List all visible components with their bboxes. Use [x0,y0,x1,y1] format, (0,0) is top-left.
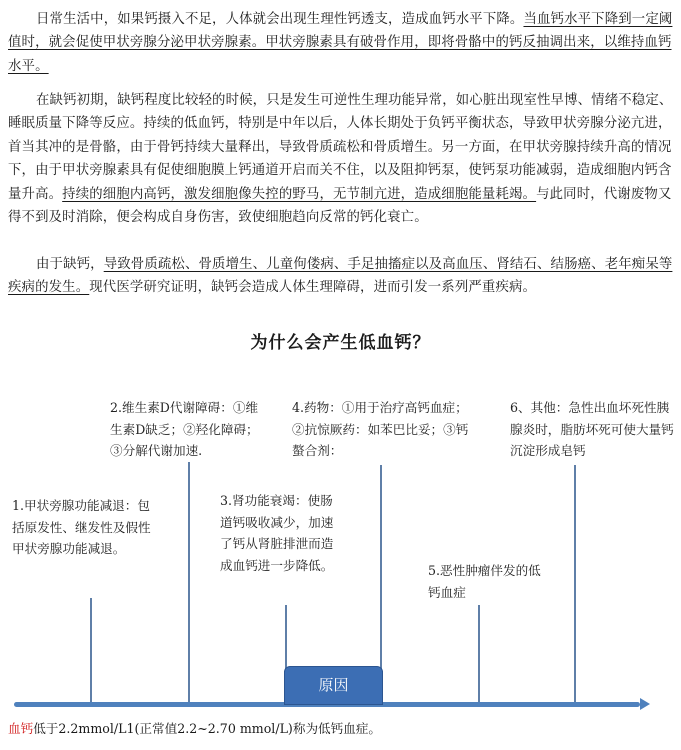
cause-5-line [478,605,480,704]
cause-3-label: 3.肾功能衰竭：使肠道钙吸收减少，加速了钙从肾脏排泄而造成血钙进一步降低。 [220,493,334,573]
paragraph-2 [8,89,676,229]
p1-text: 日常生活中，如果钙摄入不足，人体就会出现生理性钙透支，造成血钙水平下降。 [36,12,524,27]
cause-4-label: 4.药物：①用于治疗高钙血症；②抗惊厥药：如苯巴比妥；③钙螯合剂： [292,400,469,458]
cause-2-label: 2.维生素D代谢障碍：①维生素D缺乏；②羟化障碍；③分解代谢加速. [110,400,259,458]
reason-box: 原因 [284,666,383,705]
p3-underlined: 导致骨质疏松、骨质增生、儿童佝偻病、手足抽搐症以及高血压、肾结石、结肠癌、老年痴呆等疾病的发生。 [8,257,673,296]
cause-1-label: 1.甲状旁腺功能减退：包括原发性、继发性及假性甲状旁腺功能减退。 [12,498,151,556]
paragraph-1 [8,8,676,78]
cause-6-line [574,465,576,704]
paragraph-3 [8,253,676,300]
footnote-highlight: 血钙 [8,721,34,736]
cause-1-line [90,598,92,704]
footnote-text: 低于2.2mmol/L1(正常值2.2~2.70 mmol/L)称为低钙血症。 [33,721,382,736]
p2-text: 在缺钙初期，缺钙程度比较轻的时候，只是发生可逆性生理功能异常，如心脏出现室性早博、情绪不稳定、睡眠质量下降等反应。持续的低血钙，特别是中年以后，人体长期处于负钙平衡状态，导致甲状旁腺分泌亢进，首当其冲的是骨骼，由于骨钙持续大量释出，导致骨质疏松和骨质增生。另一方面，在甲状旁腺持续升高的情况下，由于甲状旁腺素具有促使细胞膜上钙通道开启而关不住，以及阻抑钙泵，使钙泵功能减弱，造成细胞内钙含量升高。 [8,93,673,202]
p3-text: 由于缺钙， [36,257,104,272]
timeline-arrow [640,698,650,710]
footnote [8,719,381,739]
p2-text-tail: 与此同时，代谢废物又得不到及时消除，便会构成自身伤害，致使细胞趋向反常的钙化衰亡。 [8,186,672,226]
p1-underlined: 当血钙水平下降到一定阈值时，就会促使甲状旁腺分泌甲状旁腺素。甲状旁腺素具有破骨作用，即将骨骼中的钙反抽调出来，以维持血钙水平。 [8,12,673,74]
diagram-title: 为什么会产生低血钙？ [250,333,431,353]
p2-underlined: 持续的细胞内高钙，激发细胞像失控的野马，无节制亢进，造成细胞能量耗竭。 [62,186,537,202]
cause-6-label: 6、其他：急性出血坏死性胰腺炎时，脂肪坏死可使大量钙沉淀形成皂钙 [510,400,674,458]
cause-5-label: 5.恶性肿瘤伴发的低钙血症 [428,563,541,600]
cause-2-line [188,462,190,704]
p3-text-tail: 现代医学研究证明，缺钙会造成人体生理障碍，进而引发一系列严重疾病。 [89,280,537,296]
